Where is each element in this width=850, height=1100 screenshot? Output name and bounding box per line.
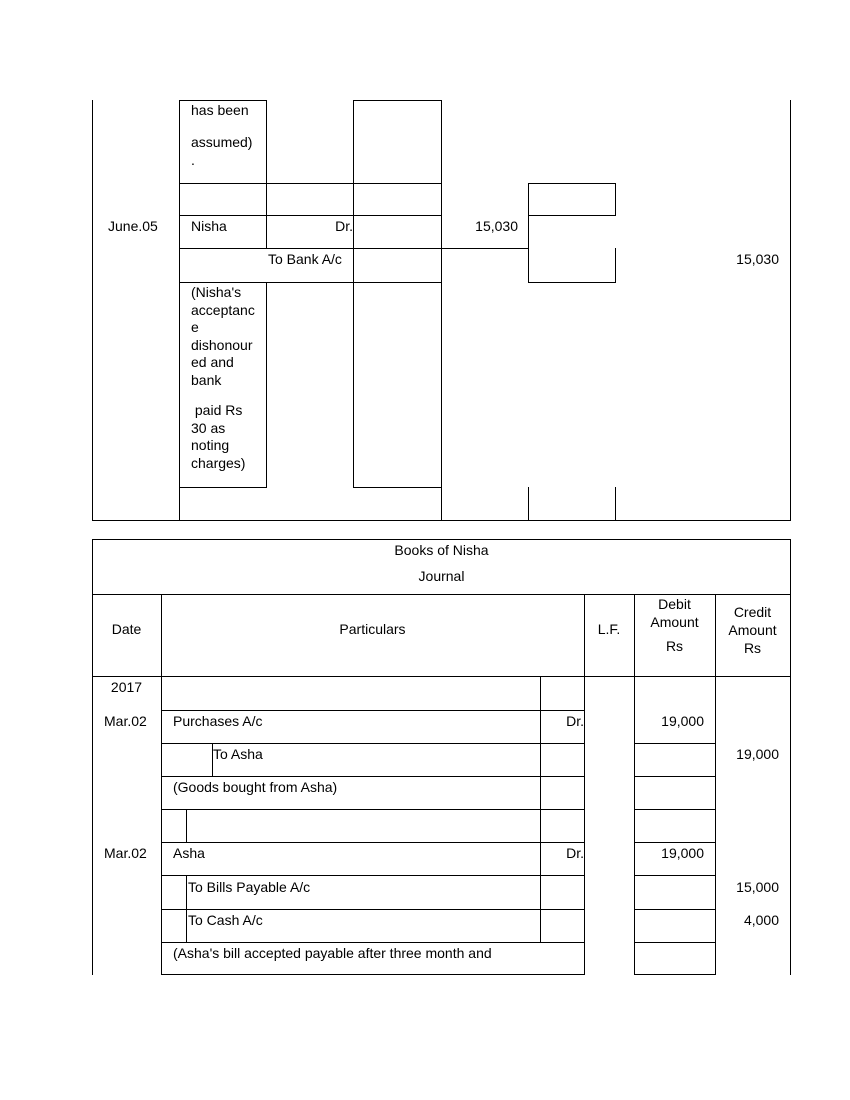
header-credit-line: Amount (728, 622, 777, 638)
narration-line: noting (191, 437, 230, 453)
header-debit-line: Amount (650, 614, 699, 630)
narration-line: paid Rs (191, 402, 243, 418)
narration-line: assumed) (191, 134, 253, 150)
narration: (Asha's bill accepted payable after three month and (173, 945, 492, 961)
narration-line: ed and (191, 354, 234, 370)
debit-amount: 19,000 (661, 845, 704, 861)
entry-date: Mar.02 (104, 713, 147, 729)
narration-line: acceptanc (191, 301, 255, 318)
credit-amount: 19,000 (736, 746, 779, 762)
header-debit-line: Debit (658, 596, 691, 612)
year: 2017 (110, 679, 143, 695)
narration-line: charges) (191, 454, 246, 471)
entry-date: June.05 (108, 218, 158, 234)
credit-account: To Bank A/c (268, 251, 342, 267)
debit-amount: 15,030 (475, 218, 518, 234)
narration-line: . (191, 152, 195, 168)
header-credit-line: Rs (743, 640, 762, 656)
credit-amount: 15,000 (736, 879, 779, 895)
credit-amount: 15,030 (736, 251, 779, 267)
dr-label: Dr. (566, 713, 584, 729)
header-debit-line: Rs (665, 638, 684, 654)
header-credit-line: Credit (733, 604, 772, 620)
credit-account: To Asha (213, 746, 263, 762)
journal-subtitle: Journal (418, 568, 465, 584)
journal-title: Books of Nisha (394, 542, 489, 558)
narration-line: bank (191, 371, 222, 388)
narration-line: (Nisha's (191, 284, 242, 300)
debit-account: Asha (173, 845, 205, 861)
header-lf: L.F. (597, 621, 621, 637)
narration: (Goods bought from Asha) (173, 779, 338, 795)
header-date: Date (111, 621, 142, 637)
dr-label: Dr. (566, 845, 584, 861)
debit-amount: 19,000 (661, 713, 704, 729)
credit-account: To Bills Payable A/c (188, 879, 311, 895)
entry-date: Mar.02 (104, 845, 147, 861)
narration-block (191, 284, 255, 472)
header-debit (634, 596, 715, 655)
credit-amount: 4,000 (743, 912, 779, 928)
credit-account: To Cash A/c (188, 912, 263, 928)
header-credit (715, 603, 790, 657)
narration-line: has been (191, 102, 249, 118)
header-particulars: Particulars (339, 621, 406, 637)
narration-line: e (191, 319, 199, 335)
narration-line: dishonour (191, 336, 253, 353)
debit-account: Purchases A/c (173, 713, 263, 729)
dr-label: Dr. (335, 218, 353, 234)
debit-account: Nisha (191, 218, 227, 234)
narration-line: 30 as (191, 419, 226, 436)
